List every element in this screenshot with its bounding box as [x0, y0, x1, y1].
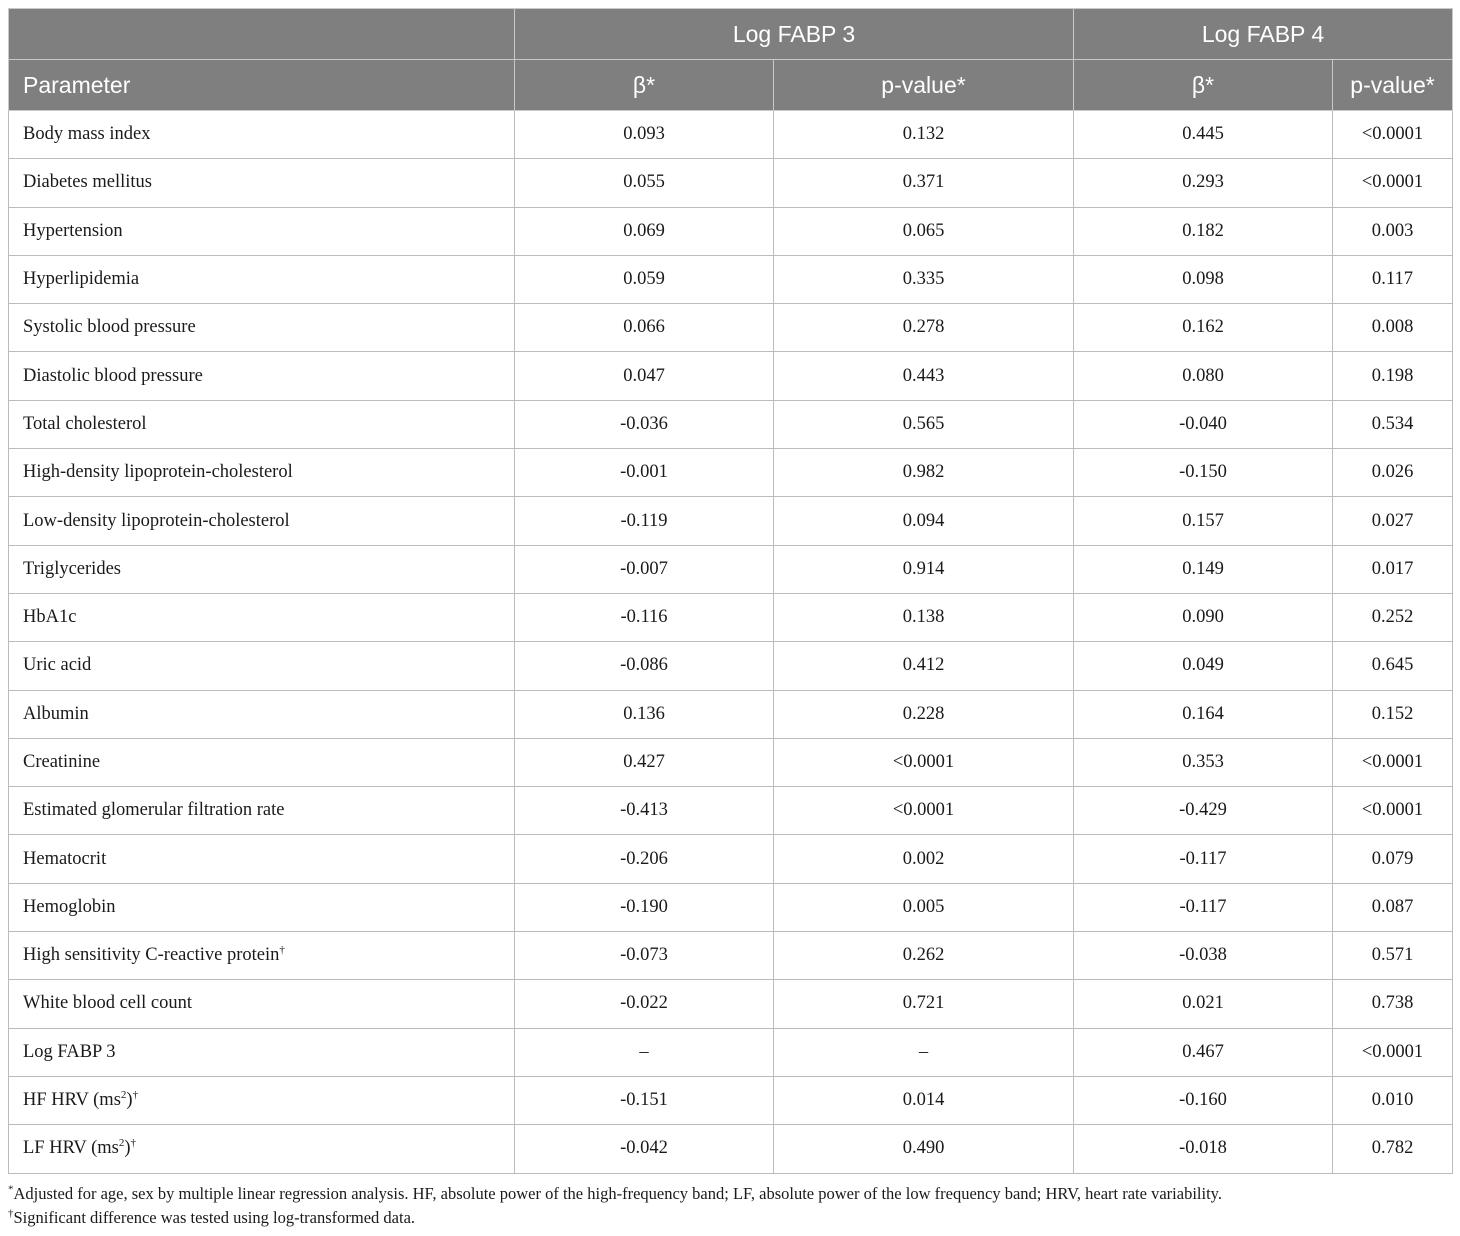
- cell-beta-fabp3: -0.022: [515, 980, 774, 1028]
- cell-parameter: [9, 787, 515, 835]
- cell-parameter: [9, 545, 515, 593]
- cell-beta-fabp3: -0.116: [515, 593, 774, 641]
- parameter-label: White blood cell count: [23, 993, 193, 1014]
- cell-pvalue-fabp4: 0.079: [1333, 835, 1453, 883]
- cell-pvalue-fabp3: 0.490: [774, 1125, 1074, 1173]
- cell-beta-fabp4: 0.157: [1074, 497, 1333, 545]
- cell-pvalue-fabp4: 0.738: [1333, 980, 1453, 1028]
- cell-pvalue-fabp3: 0.371: [774, 159, 1074, 207]
- parameter-label: High sensitivity C-reactive protein: [23, 945, 280, 966]
- table-row: [9, 449, 1453, 497]
- footnote-log-transform: [8, 1206, 1454, 1230]
- cell-pvalue-fabp4: <0.0001: [1333, 787, 1453, 835]
- cell-parameter: [9, 835, 515, 883]
- cell-parameter: [9, 593, 515, 641]
- cell-pvalue-fabp3: 0.721: [774, 980, 1074, 1028]
- group-header-row: [9, 9, 1453, 60]
- cell-beta-fabp3: -0.042: [515, 1125, 774, 1173]
- cell-beta-fabp3: 0.059: [515, 255, 774, 303]
- cell-pvalue-fabp3: 0.335: [774, 255, 1074, 303]
- header-beta-fabp3: β*: [515, 60, 774, 111]
- cell-beta-fabp4: 0.098: [1074, 255, 1333, 303]
- cell-parameter: [9, 352, 515, 400]
- footnote-log-transform-text: Significant difference was tested using log-transformed data.: [13, 1208, 416, 1227]
- cell-parameter: [9, 738, 515, 786]
- cell-pvalue-fabp4: 0.017: [1333, 545, 1453, 593]
- cell-beta-fabp4: -0.018: [1074, 1125, 1333, 1173]
- cell-pvalue-fabp3: 0.443: [774, 352, 1074, 400]
- cell-parameter: [9, 159, 515, 207]
- table-row: [9, 400, 1453, 448]
- table-row: [9, 980, 1453, 1028]
- table-row: [9, 497, 1453, 545]
- table-row: [9, 932, 1453, 980]
- cell-beta-fabp3: -0.036: [515, 400, 774, 448]
- parameter-label: Hematocrit: [23, 848, 107, 869]
- cell-pvalue-fabp3: 0.982: [774, 449, 1074, 497]
- cell-pvalue-fabp4: 0.645: [1333, 642, 1453, 690]
- cell-beta-fabp4: -0.429: [1074, 787, 1333, 835]
- cell-pvalue-fabp3: 0.132: [774, 111, 1074, 159]
- cell-beta-fabp3: -0.073: [515, 932, 774, 980]
- cell-beta-fabp3: -0.190: [515, 883, 774, 931]
- parameter-label: LF HRV (ms: [23, 1138, 119, 1159]
- unit-superscript: 2: [120, 1088, 127, 1101]
- cell-beta-fabp4: 0.353: [1074, 738, 1333, 786]
- cell-pvalue-fabp4: 0.003: [1333, 207, 1453, 255]
- parameter-label: Hypertension: [23, 220, 123, 241]
- parameter-label: Albumin: [23, 703, 89, 724]
- parameter-label-tail: ): [126, 1090, 133, 1111]
- cell-beta-fabp4: 0.445: [1074, 111, 1333, 159]
- cell-pvalue-fabp4: 0.027: [1333, 497, 1453, 545]
- table-row: [9, 1125, 1453, 1173]
- parameter-label: Hemoglobin: [23, 896, 116, 917]
- cell-beta-fabp3: -0.206: [515, 835, 774, 883]
- cell-beta-fabp4: 0.164: [1074, 690, 1333, 738]
- cell-beta-fabp4: 0.021: [1074, 980, 1333, 1028]
- cell-parameter: [9, 980, 515, 1028]
- parameter-label: Diabetes mellitus: [23, 172, 152, 193]
- cell-parameter: [9, 1028, 515, 1076]
- cell-pvalue-fabp3: <0.0001: [774, 787, 1074, 835]
- cell-pvalue-fabp4: 0.252: [1333, 593, 1453, 641]
- cell-pvalue-fabp4: <0.0001: [1333, 1028, 1453, 1076]
- column-header-row: [9, 60, 1453, 111]
- parameter-label: Total cholesterol: [23, 413, 147, 434]
- cell-pvalue-fabp4: 0.026: [1333, 449, 1453, 497]
- parameter-label-tail: ): [124, 1138, 131, 1159]
- cell-pvalue-fabp4: <0.0001: [1333, 159, 1453, 207]
- cell-beta-fabp4: -0.038: [1074, 932, 1333, 980]
- parameter-label: Log FABP 3: [23, 1041, 116, 1062]
- cell-beta-fabp4: -0.117: [1074, 883, 1333, 931]
- cell-pvalue-fabp3: 0.262: [774, 932, 1074, 980]
- parameter-label: Hyperlipidemia: [23, 269, 140, 290]
- cell-parameter: [9, 400, 515, 448]
- cell-beta-fabp3: 0.069: [515, 207, 774, 255]
- header-pvalue-fabp3: p-value*: [774, 60, 1074, 111]
- cell-pvalue-fabp3: 0.914: [774, 545, 1074, 593]
- cell-parameter: [9, 932, 515, 980]
- cell-pvalue-fabp3: 0.138: [774, 593, 1074, 641]
- cell-beta-fabp4: 0.149: [1074, 545, 1333, 593]
- footnote-marker: †: [130, 1137, 137, 1150]
- cell-parameter: [9, 449, 515, 497]
- parameter-label: High-density lipoprotein-cholesterol: [23, 462, 293, 483]
- table-row: [9, 690, 1453, 738]
- footnote-adjusted: [8, 1182, 1454, 1206]
- cell-pvalue-fabp4: <0.0001: [1333, 111, 1453, 159]
- cell-beta-fabp3: 0.136: [515, 690, 774, 738]
- table-row: [9, 111, 1453, 159]
- cell-beta-fabp3: -0.086: [515, 642, 774, 690]
- cell-parameter: [9, 690, 515, 738]
- cell-parameter: [9, 642, 515, 690]
- table-body: [9, 111, 1453, 1174]
- cell-beta-fabp3: 0.055: [515, 159, 774, 207]
- cell-beta-fabp4: -0.117: [1074, 835, 1333, 883]
- cell-beta-fabp4: 0.467: [1074, 1028, 1333, 1076]
- table-row: [9, 352, 1453, 400]
- header-log-fabp4: Log FABP 4: [1074, 9, 1453, 60]
- parameter-label: Uric acid: [23, 655, 92, 676]
- cell-parameter: [9, 255, 515, 303]
- header-parameter: Parameter: [9, 60, 515, 111]
- cell-beta-fabp4: 0.162: [1074, 304, 1333, 352]
- cell-pvalue-fabp3: <0.0001: [774, 738, 1074, 786]
- cell-beta-fabp3: 0.047: [515, 352, 774, 400]
- cell-beta-fabp3: 0.066: [515, 304, 774, 352]
- footnote-marker: †: [132, 1088, 139, 1101]
- cell-beta-fabp3: –: [515, 1028, 774, 1076]
- footnote-marker: †: [279, 944, 285, 957]
- cell-beta-fabp4: -0.160: [1074, 1076, 1333, 1124]
- header-beta-fabp4: β*: [1074, 60, 1333, 111]
- cell-parameter: [9, 111, 515, 159]
- cell-pvalue-fabp3: 0.278: [774, 304, 1074, 352]
- cell-pvalue-fabp4: 0.534: [1333, 400, 1453, 448]
- cell-pvalue-fabp3: 0.412: [774, 642, 1074, 690]
- cell-beta-fabp3: -0.001: [515, 449, 774, 497]
- cell-parameter: [9, 1076, 515, 1124]
- table-row: [9, 642, 1453, 690]
- table-row: [9, 207, 1453, 255]
- cell-beta-fabp3: -0.119: [515, 497, 774, 545]
- results-table: [8, 8, 1453, 1174]
- table-row: [9, 255, 1453, 303]
- cell-beta-fabp4: 0.090: [1074, 593, 1333, 641]
- cell-pvalue-fabp4: 0.152: [1333, 690, 1453, 738]
- footnote-marker-dagger: †: [8, 1207, 14, 1220]
- table-row: [9, 159, 1453, 207]
- header-blank: [9, 9, 515, 60]
- cell-beta-fabp3: -0.413: [515, 787, 774, 835]
- footnote-marker-asterisk: *: [8, 1183, 14, 1196]
- footnotes: [8, 1182, 1454, 1230]
- cell-pvalue-fabp4: 0.571: [1333, 932, 1453, 980]
- cell-pvalue-fabp3: 0.065: [774, 207, 1074, 255]
- cell-beta-fabp3: -0.151: [515, 1076, 774, 1124]
- table-row: [9, 787, 1453, 835]
- parameter-label: Triglycerides: [23, 558, 121, 579]
- table-row: [9, 593, 1453, 641]
- header-log-fabp3: Log FABP 3: [515, 9, 1074, 60]
- table-row: [9, 738, 1453, 786]
- cell-pvalue-fabp4: 0.087: [1333, 883, 1453, 931]
- cell-beta-fabp4: 0.293: [1074, 159, 1333, 207]
- cell-pvalue-fabp3: 0.005: [774, 883, 1074, 931]
- table-row: [9, 545, 1453, 593]
- parameter-label: Low-density lipoprotein-cholesterol: [23, 510, 290, 531]
- cell-pvalue-fabp4: 0.782: [1333, 1125, 1453, 1173]
- footnote-adjusted-text: Adjusted for age, sex by multiple linear regression analysis. HF, absolute power of the high-frequency band; LF, absolute power of the low frequency band; HRV, heart rate variability.: [13, 1184, 1222, 1203]
- cell-parameter: [9, 883, 515, 931]
- parameter-label: HF HRV (ms: [23, 1090, 121, 1111]
- cell-pvalue-fabp3: 0.228: [774, 690, 1074, 738]
- parameter-label: Body mass index: [23, 124, 151, 145]
- cell-pvalue-fabp4: <0.0001: [1333, 738, 1453, 786]
- parameter-label: Systolic blood pressure: [23, 317, 196, 338]
- cell-parameter: [9, 497, 515, 545]
- table-row: [9, 1028, 1453, 1076]
- cell-pvalue-fabp3: –: [774, 1028, 1074, 1076]
- cell-pvalue-fabp3: 0.014: [774, 1076, 1074, 1124]
- cell-beta-fabp4: 0.049: [1074, 642, 1333, 690]
- table-row: [9, 1076, 1453, 1124]
- header-pvalue-fabp4: p-value*: [1333, 60, 1453, 111]
- unit-superscript: 2: [118, 1137, 125, 1150]
- cell-parameter: [9, 207, 515, 255]
- cell-pvalue-fabp3: 0.002: [774, 835, 1074, 883]
- parameter-label: Estimated glomerular filtration rate: [23, 800, 285, 821]
- parameter-label: HbA1c: [23, 607, 77, 628]
- cell-parameter: [9, 1125, 515, 1173]
- cell-pvalue-fabp4: 0.008: [1333, 304, 1453, 352]
- cell-pvalue-fabp3: 0.565: [774, 400, 1074, 448]
- cell-parameter: [9, 304, 515, 352]
- parameter-label: Diastolic blood pressure: [23, 365, 203, 386]
- cell-pvalue-fabp3: 0.094: [774, 497, 1074, 545]
- cell-beta-fabp4: -0.150: [1074, 449, 1333, 497]
- cell-beta-fabp3: 0.427: [515, 738, 774, 786]
- cell-beta-fabp4: -0.040: [1074, 400, 1333, 448]
- cell-pvalue-fabp4: 0.117: [1333, 255, 1453, 303]
- parameter-label: Creatinine: [23, 752, 101, 772]
- cell-pvalue-fabp4: 0.198: [1333, 352, 1453, 400]
- cell-beta-fabp3: -0.007: [515, 545, 774, 593]
- cell-pvalue-fabp4: 0.010: [1333, 1076, 1453, 1124]
- cell-beta-fabp3: 0.093: [515, 111, 774, 159]
- cell-beta-fabp4: 0.080: [1074, 352, 1333, 400]
- cell-beta-fabp4: 0.182: [1074, 207, 1333, 255]
- table-row: [9, 883, 1453, 931]
- table-row: [9, 835, 1453, 883]
- table-row: [9, 304, 1453, 352]
